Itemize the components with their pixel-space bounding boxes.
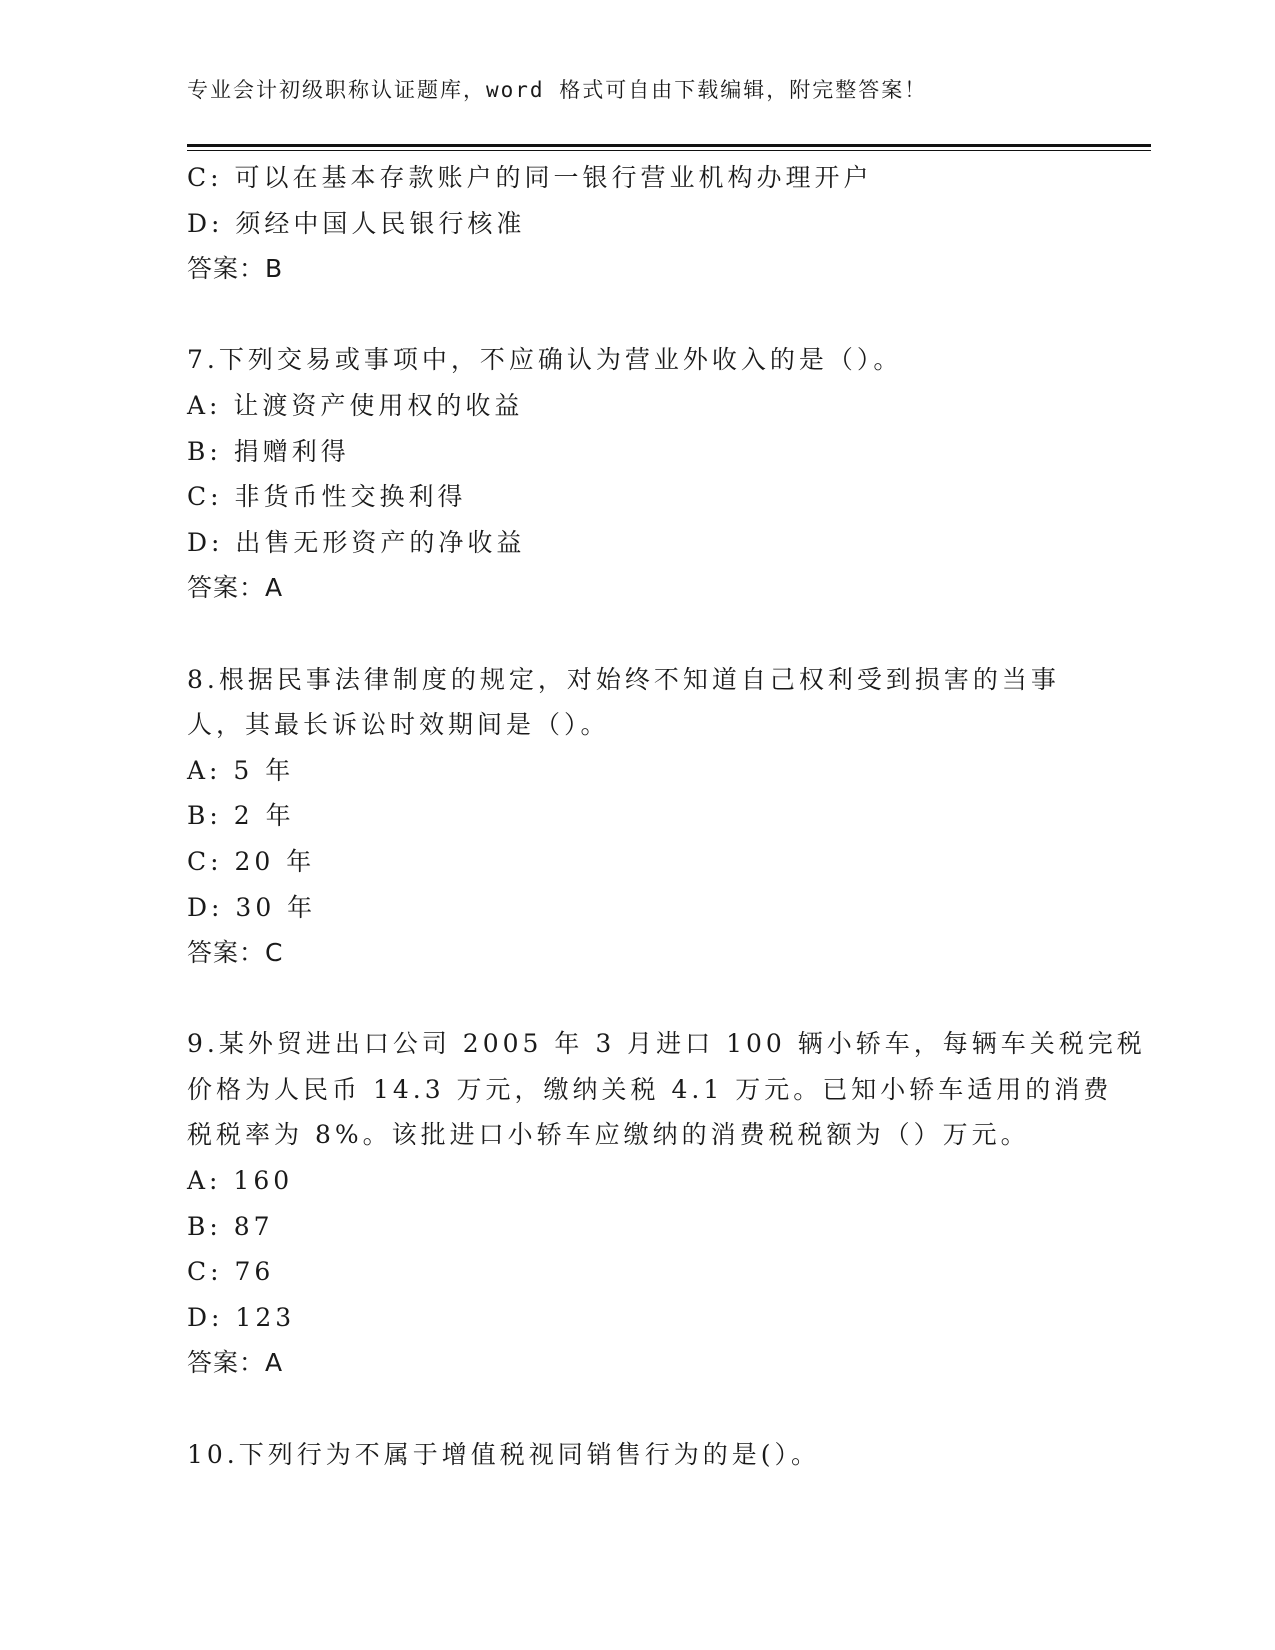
question-text: 7.下列交易或事项中，不应确认为营业外收入的是（）。 bbox=[187, 345, 903, 375]
question-text: 10.下列行为不属于增值税视同销售行为的是(）。 bbox=[187, 1439, 821, 1469]
question-text: 价格为人民币 14.3 万元，缴纳关税 4.1 万元。已知小轿车适用的消费 bbox=[187, 1074, 1113, 1104]
option-line: C: 非货币性交换利得 bbox=[187, 482, 467, 512]
header-rule-thick bbox=[187, 144, 1151, 147]
option-line: C: 可以在基本存款账户的同一银行营业机构办理开户 bbox=[187, 163, 873, 192]
question-text: 人，其最长诉讼时效期间是（）。 bbox=[187, 710, 610, 740]
question-block-6-tail bbox=[187, 155, 1087, 292]
question-block-7 bbox=[187, 337, 1087, 611]
question-block-9 bbox=[187, 1021, 1146, 1386]
question-text: 9.某外贸进出口公司 2005 年 3 月进口 100 辆小轿车，每辆车关税完税 bbox=[187, 1029, 1146, 1059]
option-line: A: 让渡资产使用权的收益 bbox=[187, 390, 524, 420]
option-line: C: 20 年 bbox=[187, 846, 316, 876]
option-line: A: 5 年 bbox=[187, 755, 295, 785]
answer-line: 答案：A bbox=[187, 1348, 284, 1378]
option-line: A: 160 bbox=[187, 1166, 294, 1196]
option-line: D: 30 年 bbox=[187, 892, 317, 922]
question-block-8 bbox=[187, 657, 1087, 976]
question-text: 8.根据民事法律制度的规定，对始终不知道自己权利受到损害的当事 bbox=[187, 664, 1060, 694]
answer-line: 答案：C bbox=[187, 938, 284, 968]
option-line: B: 87 bbox=[187, 1211, 274, 1241]
question-text: 税税率为 8%。该批进口小轿车应缴纳的消费税税额为（）万元。 bbox=[187, 1120, 1030, 1150]
header-rule-thin bbox=[187, 150, 1151, 151]
option-line: D: 123 bbox=[187, 1302, 296, 1332]
question-block-10 bbox=[187, 1432, 1087, 1478]
option-line: C: 76 bbox=[187, 1257, 275, 1287]
option-line: B: 2 年 bbox=[187, 801, 295, 831]
question-content bbox=[187, 155, 1146, 1477]
option-line: B: 捐赠利得 bbox=[187, 436, 350, 466]
option-line: D: 出售无形资产的净收益 bbox=[187, 527, 526, 557]
option-line: D: 须经中国人民银行核准 bbox=[187, 208, 526, 238]
page-header: 专业会计初级职称认证题库，word 格式可自由下载编辑，附完整答案！ bbox=[187, 78, 928, 102]
answer-line: 答案：B bbox=[187, 254, 284, 284]
answer-line: 答案：A bbox=[187, 573, 284, 603]
